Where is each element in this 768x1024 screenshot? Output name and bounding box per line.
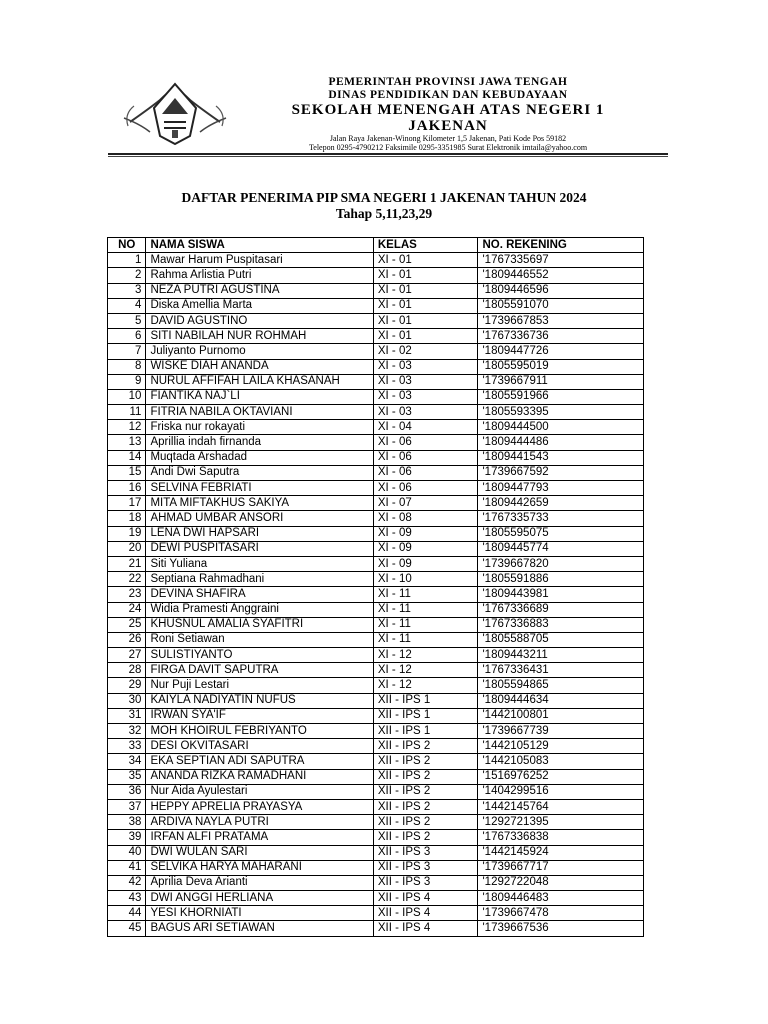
table-row bbox=[108, 405, 644, 420]
cell-no: 14 bbox=[108, 450, 146, 465]
table-row bbox=[108, 329, 644, 344]
cell-no: 12 bbox=[108, 420, 146, 435]
cell-student-name: IRFAN ALFI PRATAMA bbox=[146, 830, 373, 845]
cell-class: XI - 02 bbox=[373, 344, 478, 359]
letterhead-rule bbox=[108, 153, 668, 155]
cell-class: XII - IPS 1 bbox=[373, 693, 478, 708]
cell-class: XI - 09 bbox=[373, 556, 478, 571]
cell-student-name: Rahma Arlistia Putri bbox=[146, 268, 373, 283]
cell-class: XI - 03 bbox=[373, 359, 478, 374]
cell-student-name: Septiana Rahmadhani bbox=[146, 572, 373, 587]
cell-class: XI - 04 bbox=[373, 420, 478, 435]
table-row bbox=[108, 815, 644, 830]
cell-class: XII - IPS 2 bbox=[373, 815, 478, 830]
cell-account-number: '1442105083 bbox=[478, 754, 644, 769]
cell-no: 35 bbox=[108, 769, 146, 784]
table-row bbox=[108, 663, 644, 678]
table-row bbox=[108, 344, 644, 359]
school-contact: Telepon 0295-4790212 Faksimile 0295-3351985 Surat Elektronik imtaila@yahoo.com bbox=[308, 143, 588, 152]
table-row bbox=[108, 511, 644, 526]
cell-student-name: KAIYLA NADIYATIN NUFUS bbox=[146, 693, 373, 708]
cell-account-number: '1767336838 bbox=[478, 830, 644, 845]
table-row bbox=[108, 526, 644, 541]
table-row bbox=[108, 283, 644, 298]
document-title: DAFTAR PENERIMA PIP SMA NEGERI 1 JAKENAN TAHUN 2024 bbox=[181, 190, 587, 205]
cell-account-number: '1739667739 bbox=[478, 724, 644, 739]
cell-student-name: KHUSNUL AMALIA SYAFITRI bbox=[146, 617, 373, 632]
cell-class: XI - 01 bbox=[373, 253, 478, 268]
cell-class: XI - 09 bbox=[373, 526, 478, 541]
cell-account-number: '1442145924 bbox=[478, 845, 644, 860]
table-row bbox=[108, 830, 644, 845]
table-row bbox=[108, 875, 644, 890]
cell-account-number: '1516976252 bbox=[478, 769, 644, 784]
table-row bbox=[108, 799, 644, 814]
cell-student-name: DEVINA SHAFIRA bbox=[146, 587, 373, 602]
cell-account-number: '1805591070 bbox=[478, 298, 644, 313]
school-name: SEKOLAH MENENGAH ATAS NEGERI 1 bbox=[291, 102, 605, 118]
cell-class: XI - 11 bbox=[373, 602, 478, 617]
cell-no: 21 bbox=[108, 556, 146, 571]
table-row bbox=[108, 435, 644, 450]
cell-no: 24 bbox=[108, 602, 146, 617]
table-row bbox=[108, 298, 644, 313]
cell-student-name: FITRIA NABILA OKTAVIANI bbox=[146, 405, 373, 420]
cell-no: 43 bbox=[108, 891, 146, 906]
table-row bbox=[108, 389, 644, 404]
table-row bbox=[108, 587, 644, 602]
cell-no: 45 bbox=[108, 921, 146, 936]
table-row bbox=[108, 496, 644, 511]
cell-class: XII - IPS 2 bbox=[373, 769, 478, 784]
cell-student-name: Diska Amellia Marta bbox=[146, 298, 373, 313]
cell-no: 25 bbox=[108, 617, 146, 632]
table-row bbox=[108, 374, 644, 389]
cell-student-name: YESI KHORNIATI bbox=[146, 906, 373, 921]
cell-student-name: WISKE DIAH ANANDA bbox=[146, 359, 373, 374]
cell-no: 40 bbox=[108, 845, 146, 860]
table-row bbox=[108, 648, 644, 663]
cell-class: XI - 01 bbox=[373, 313, 478, 328]
school-address: Jalan Raya Jakenan-Winong Kilometer 1,5 Jakenan, Pati Kode Pos 59182 bbox=[329, 134, 567, 143]
cell-student-name: SELVINA FEBRIATI bbox=[146, 481, 373, 496]
cell-no: 38 bbox=[108, 815, 146, 830]
cell-account-number: '1292722048 bbox=[478, 875, 644, 890]
cell-student-name: Aprillia indah firnanda bbox=[146, 435, 373, 450]
cell-class: XI - 12 bbox=[373, 648, 478, 663]
cell-class: XII - IPS 2 bbox=[373, 739, 478, 754]
cell-account-number: '1767336736 bbox=[478, 329, 644, 344]
cell-account-number: '1739667911 bbox=[478, 374, 644, 389]
cell-account-number: '1809441543 bbox=[478, 450, 644, 465]
cell-class: XI - 06 bbox=[373, 465, 478, 480]
cell-class: XI - 08 bbox=[373, 511, 478, 526]
cell-account-number: '1292721395 bbox=[478, 815, 644, 830]
table-row bbox=[108, 481, 644, 496]
cell-no: 26 bbox=[108, 632, 146, 647]
cell-account-number: '1809444486 bbox=[478, 435, 644, 450]
table-row bbox=[108, 450, 644, 465]
cell-no: 20 bbox=[108, 541, 146, 556]
cell-account-number: '1805594865 bbox=[478, 678, 644, 693]
column-header-class: KELAS bbox=[373, 238, 478, 253]
cell-class: XII - IPS 2 bbox=[373, 754, 478, 769]
column-header-no: NO bbox=[108, 238, 146, 253]
table-row bbox=[108, 541, 644, 556]
cell-no: 37 bbox=[108, 799, 146, 814]
table-row bbox=[108, 754, 644, 769]
table-row bbox=[108, 617, 644, 632]
cell-account-number: '1739667592 bbox=[478, 465, 644, 480]
agency-name: DINAS PENDIDIKAN DAN KEBUDAYAAN bbox=[328, 89, 568, 101]
cell-no: 33 bbox=[108, 739, 146, 754]
cell-no: 29 bbox=[108, 678, 146, 693]
cell-account-number: '1767336689 bbox=[478, 602, 644, 617]
cell-student-name: NEZA PUTRI AGUSTINA bbox=[146, 283, 373, 298]
column-header-name: NAMA SISWA bbox=[146, 238, 373, 253]
cell-no: 19 bbox=[108, 526, 146, 541]
cell-class: XI - 11 bbox=[373, 632, 478, 647]
cell-class: XII - IPS 1 bbox=[373, 708, 478, 723]
cell-class: XII - IPS 1 bbox=[373, 724, 478, 739]
cell-account-number: '1805593395 bbox=[478, 405, 644, 420]
cell-account-number: '1767335697 bbox=[478, 253, 644, 268]
cell-student-name: DAVID AGUSTINO bbox=[146, 313, 373, 328]
cell-class: XII - IPS 4 bbox=[373, 906, 478, 921]
cell-class: XII - IPS 3 bbox=[373, 845, 478, 860]
cell-student-name: SELVIKA HARYA MAHARANI bbox=[146, 860, 373, 875]
cell-account-number: '1809446483 bbox=[478, 891, 644, 906]
cell-student-name: BAGUS ARI SETIAWAN bbox=[146, 921, 373, 936]
cell-student-name: NURUL AFFIFAH LAILA KHASANAH bbox=[146, 374, 373, 389]
table-body bbox=[108, 253, 644, 936]
cell-no: 15 bbox=[108, 465, 146, 480]
cell-no: 17 bbox=[108, 496, 146, 511]
letterhead-rule-thin bbox=[108, 156, 668, 157]
cell-class: XI - 12 bbox=[373, 678, 478, 693]
table-header bbox=[108, 238, 644, 253]
cell-no: 3 bbox=[108, 283, 146, 298]
table-row bbox=[108, 891, 644, 906]
cell-student-name: MITA MIFTAKHUS SAKIYA bbox=[146, 496, 373, 511]
cell-account-number: '1767336431 bbox=[478, 663, 644, 678]
cell-student-name: Widia Pramesti Anggraini bbox=[146, 602, 373, 617]
government-name: PEMERINTAH PROVINSI JAWA TENGAH bbox=[328, 76, 568, 88]
cell-class: XII - IPS 3 bbox=[373, 875, 478, 890]
table-row bbox=[108, 860, 644, 875]
cell-student-name: MOH KHOIRUL FEBRIYANTO bbox=[146, 724, 373, 739]
table-row bbox=[108, 465, 644, 480]
cell-student-name: FIANTIKA NAJ`LI bbox=[146, 389, 373, 404]
cell-class: XII - IPS 3 bbox=[373, 860, 478, 875]
letterhead-text bbox=[238, 76, 658, 152]
cell-account-number: '1767336883 bbox=[478, 617, 644, 632]
cell-account-number: '1809442659 bbox=[478, 496, 644, 511]
cell-student-name: DESI OKVITASARI bbox=[146, 739, 373, 754]
cell-account-number: '1805591886 bbox=[478, 572, 644, 587]
cell-class: XI - 06 bbox=[373, 481, 478, 496]
cell-account-number: '1442100801 bbox=[478, 708, 644, 723]
cell-class: XI - 03 bbox=[373, 405, 478, 420]
cell-student-name: HEPPY APRELIA PRAYASYA bbox=[146, 799, 373, 814]
cell-student-name: DEWI PUSPITASARI bbox=[146, 541, 373, 556]
cell-class: XI - 03 bbox=[373, 389, 478, 404]
cell-account-number: '1809445774 bbox=[478, 541, 644, 556]
cell-no: 7 bbox=[108, 344, 146, 359]
cell-student-name: Nur Puji Lestari bbox=[146, 678, 373, 693]
cell-account-number: '1809444634 bbox=[478, 693, 644, 708]
cell-no: 30 bbox=[108, 693, 146, 708]
cell-no: 9 bbox=[108, 374, 146, 389]
table-row bbox=[108, 906, 644, 921]
cell-student-name: DWI ANGGI HERLIANA bbox=[146, 891, 373, 906]
cell-student-name: Muqtada Arshadad bbox=[146, 450, 373, 465]
cell-no: 8 bbox=[108, 359, 146, 374]
table-row bbox=[108, 693, 644, 708]
cell-no: 23 bbox=[108, 587, 146, 602]
cell-class: XII - IPS 2 bbox=[373, 830, 478, 845]
table-row bbox=[108, 784, 644, 799]
cell-no: 36 bbox=[108, 784, 146, 799]
cell-student-name: EKA SEPTIAN ADI SAPUTRA bbox=[146, 754, 373, 769]
document-subtitle: Tahap 5,11,23,29 bbox=[335, 206, 433, 221]
cell-student-name: LENA DWI HAPSARI bbox=[146, 526, 373, 541]
cell-student-name: SULISTIYANTO bbox=[146, 648, 373, 663]
cell-student-name: Andi Dwi Saputra bbox=[146, 465, 373, 480]
cell-student-name: Juliyanto Purnomo bbox=[146, 344, 373, 359]
table-row bbox=[108, 724, 644, 739]
cell-no: 22 bbox=[108, 572, 146, 587]
cell-no: 5 bbox=[108, 313, 146, 328]
table-row bbox=[108, 845, 644, 860]
cell-student-name: ANANDA RIZKA RAMADHANI bbox=[146, 769, 373, 784]
cell-account-number: '1809446552 bbox=[478, 268, 644, 283]
cell-no: 41 bbox=[108, 860, 146, 875]
table-row bbox=[108, 268, 644, 283]
cell-no: 31 bbox=[108, 708, 146, 723]
cell-class: XI - 01 bbox=[373, 298, 478, 313]
cell-no: 10 bbox=[108, 389, 146, 404]
cell-class: XI - 11 bbox=[373, 587, 478, 602]
cell-account-number: '1805591966 bbox=[478, 389, 644, 404]
cell-class: XII - IPS 4 bbox=[373, 921, 478, 936]
cell-class: XI - 01 bbox=[373, 268, 478, 283]
cell-class: XI - 06 bbox=[373, 450, 478, 465]
table-row bbox=[108, 572, 644, 587]
cell-account-number: '1805595019 bbox=[478, 359, 644, 374]
cell-no: 2 bbox=[108, 268, 146, 283]
cell-no: 44 bbox=[108, 906, 146, 921]
cell-class: XI - 03 bbox=[373, 374, 478, 389]
table-row bbox=[108, 678, 644, 693]
cell-account-number: '1809443211 bbox=[478, 648, 644, 663]
cell-class: XI - 12 bbox=[373, 663, 478, 678]
cell-no: 13 bbox=[108, 435, 146, 450]
cell-account-number: '1809446596 bbox=[478, 283, 644, 298]
cell-no: 11 bbox=[108, 405, 146, 420]
cell-account-number: '1805595075 bbox=[478, 526, 644, 541]
cell-no: 16 bbox=[108, 481, 146, 496]
table-row bbox=[108, 708, 644, 723]
table-row bbox=[108, 632, 644, 647]
letterhead bbox=[108, 74, 668, 158]
cell-account-number: '1809444500 bbox=[478, 420, 644, 435]
cell-account-number: '1767335733 bbox=[478, 511, 644, 526]
table-row bbox=[108, 739, 644, 754]
cell-class: XI - 01 bbox=[373, 283, 478, 298]
cell-no: 6 bbox=[108, 329, 146, 344]
cell-account-number: '1809443981 bbox=[478, 587, 644, 602]
cell-account-number: '1442105129 bbox=[478, 739, 644, 754]
province-emblem-icon bbox=[120, 78, 230, 148]
cell-no: 32 bbox=[108, 724, 146, 739]
cell-account-number: '1739667717 bbox=[478, 860, 644, 875]
cell-student-name: Nur Aida Ayulestari bbox=[146, 784, 373, 799]
cell-no: 28 bbox=[108, 663, 146, 678]
cell-no: 39 bbox=[108, 830, 146, 845]
cell-student-name: AHMAD UMBAR ANSORI bbox=[146, 511, 373, 526]
cell-student-name: Mawar Harum Puspitasari bbox=[146, 253, 373, 268]
cell-class: XI - 06 bbox=[373, 435, 478, 450]
cell-class: XII - IPS 4 bbox=[373, 891, 478, 906]
cell-account-number: '1739667820 bbox=[478, 556, 644, 571]
cell-class: XI - 09 bbox=[373, 541, 478, 556]
cell-no: 42 bbox=[108, 875, 146, 890]
table-row bbox=[108, 769, 644, 784]
cell-student-name: IRWAN SYA'IF bbox=[146, 708, 373, 723]
cell-no: 34 bbox=[108, 754, 146, 769]
cell-account-number: '1739667478 bbox=[478, 906, 644, 921]
cell-no: 27 bbox=[108, 648, 146, 663]
cell-class: XII - IPS 2 bbox=[373, 799, 478, 814]
cell-no: 1 bbox=[108, 253, 146, 268]
cell-student-name: FIRGA DAVIT SAPUTRA bbox=[146, 663, 373, 678]
column-header-account: NO. REKENING bbox=[478, 238, 644, 253]
cell-account-number: '1442145764 bbox=[478, 799, 644, 814]
table-row bbox=[108, 602, 644, 617]
cell-no: 4 bbox=[108, 298, 146, 313]
cell-no: 18 bbox=[108, 511, 146, 526]
cell-account-number: '1739667536 bbox=[478, 921, 644, 936]
header-row bbox=[108, 238, 644, 253]
recipient-table bbox=[107, 237, 644, 937]
cell-student-name: Roni Setiawan bbox=[146, 632, 373, 647]
cell-student-name: Friska nur rokayati bbox=[146, 420, 373, 435]
school-location: JAKENAN bbox=[408, 118, 488, 134]
table-row bbox=[108, 556, 644, 571]
table-row bbox=[108, 359, 644, 374]
cell-student-name: SITI NABILAH NUR ROHMAH bbox=[146, 329, 373, 344]
table-row bbox=[108, 921, 644, 936]
cell-class: XI - 01 bbox=[373, 329, 478, 344]
cell-student-name: ARDIVA NAYLA PUTRI bbox=[146, 815, 373, 830]
cell-class: XI - 10 bbox=[373, 572, 478, 587]
cell-class: XI - 07 bbox=[373, 496, 478, 511]
cell-student-name: Aprilia Deva Arianti bbox=[146, 875, 373, 890]
cell-class: XI - 11 bbox=[373, 617, 478, 632]
cell-account-number: '1404299516 bbox=[478, 784, 644, 799]
table-row bbox=[108, 313, 644, 328]
table-row bbox=[108, 253, 644, 268]
cell-account-number: '1805588705 bbox=[478, 632, 644, 647]
table-row bbox=[108, 420, 644, 435]
cell-account-number: '1739667853 bbox=[478, 313, 644, 328]
cell-student-name: DWI WULAN SARI bbox=[146, 845, 373, 860]
cell-class: XII - IPS 2 bbox=[373, 784, 478, 799]
cell-account-number: '1809447793 bbox=[478, 481, 644, 496]
cell-account-number: '1809447726 bbox=[478, 344, 644, 359]
cell-student-name: Siti Yuliana bbox=[146, 556, 373, 571]
